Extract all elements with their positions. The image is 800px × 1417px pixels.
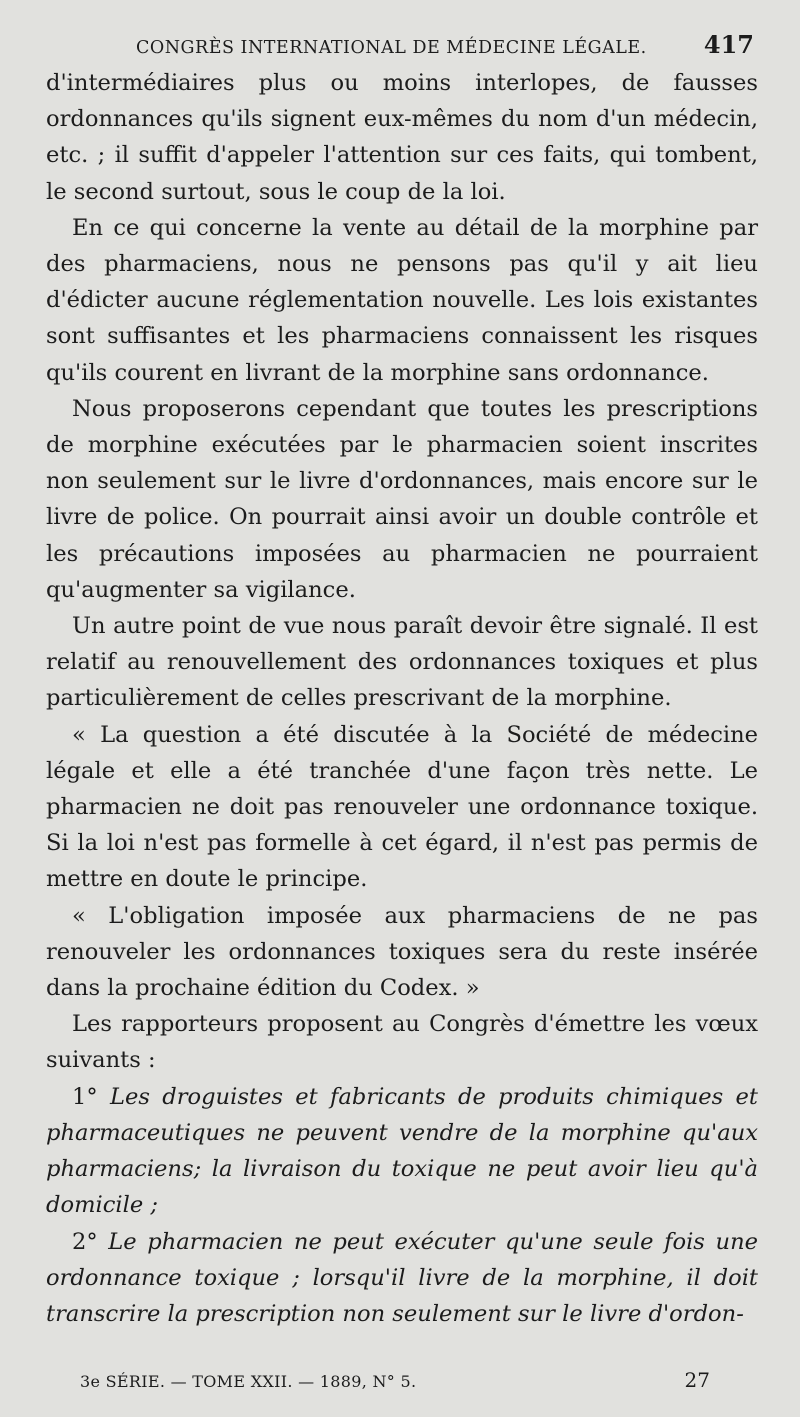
vow-text: Le pharmacien ne peut exécuter qu'une seule fois une ordonnance toxique ; lorsqu'il livre de la morphine, il doit transcrire la prescription non seulement sur le livre d'ordon- — [46, 1228, 758, 1327]
vow-number: 1° — [72, 1083, 98, 1110]
paragraph: Nous proposerons cependant que toutes les prescriptions de morphine exécutées par le pharmacien soient inscrites non seulement sur le livre d'ordonnances, mais encore sur le livre de police. On pourrait ainsi avoir un double contrôle et les précautions imposées au pharmacien ne pourraient qu'augmenter sa vigilance. — [46, 395, 758, 603]
page-number: 417 — [703, 30, 754, 59]
paragraph: Les rapporteurs proposent au Congrès d'émettre les vœux suivants : — [46, 1011, 758, 1074]
series-info: 3e SÉRIE. — TOME XXII. — 1889, N° 5. — [80, 1372, 417, 1391]
vow-text: Les droguistes et fabricants de produits chimiques et pharmaceutiques ne peuvent vendre de la morphine qu'aux pharmaciens; la livraison du toxique ne peut avoir lieu qu'à domicile ; — [46, 1083, 758, 1219]
paragraph: Un autre point de vue nous paraît devoir être signalé. Il est relatif au renouvellement des ordonnances toxiques et plus particulièrement de celles prescrivant de la morphine. — [46, 613, 758, 712]
vow-item — [46, 1079, 758, 1224]
paragraph: « L'obligation imposée aux pharmaciens de ne pas renouveler les ordonnances toxiques sera du reste insérée dans la prochaine édition du Codex. » — [46, 902, 758, 1002]
vow-item — [46, 1224, 758, 1333]
vow-number: 2° — [72, 1228, 98, 1255]
running-header — [46, 30, 758, 59]
paragraph: En ce qui concerne la vente au détail de la morphine par des pharmaciens, nous ne pensons pas qu'il y ait lieu d'édicter aucune réglementation nouvelle. Les lois existantes sont suffisantes et les pharmaciens connaissent les risques qu'ils courent en livrant de la morphine sans ordonnance. — [46, 214, 758, 386]
running-title: CONGRÈS INTERNATIONAL DE MÉDECINE LÉGALE. — [136, 38, 647, 58]
page-footer — [80, 1368, 710, 1392]
body-text — [46, 65, 758, 1332]
signature-mark: 27 — [684, 1368, 710, 1392]
paragraph: d'intermédiaires plus ou moins interlopes, de fausses ordonnances qu'ils signent eux-mêmes du nom d'un médecin, etc. ; il suffit d'appeler l'attention sur ces faits, qui tombent, le second surtout, sous le coup de la loi. — [46, 70, 758, 205]
paragraph: « La question a été discutée à la Société de médecine légale et elle a été tranchée d'une façon très nette. Le pharmacien ne doit pas renouveler une ordonnance toxique. Si la loi n'est pas formelle à cet égard, il n'est pas permis de mettre en doute le principe. — [46, 721, 758, 893]
